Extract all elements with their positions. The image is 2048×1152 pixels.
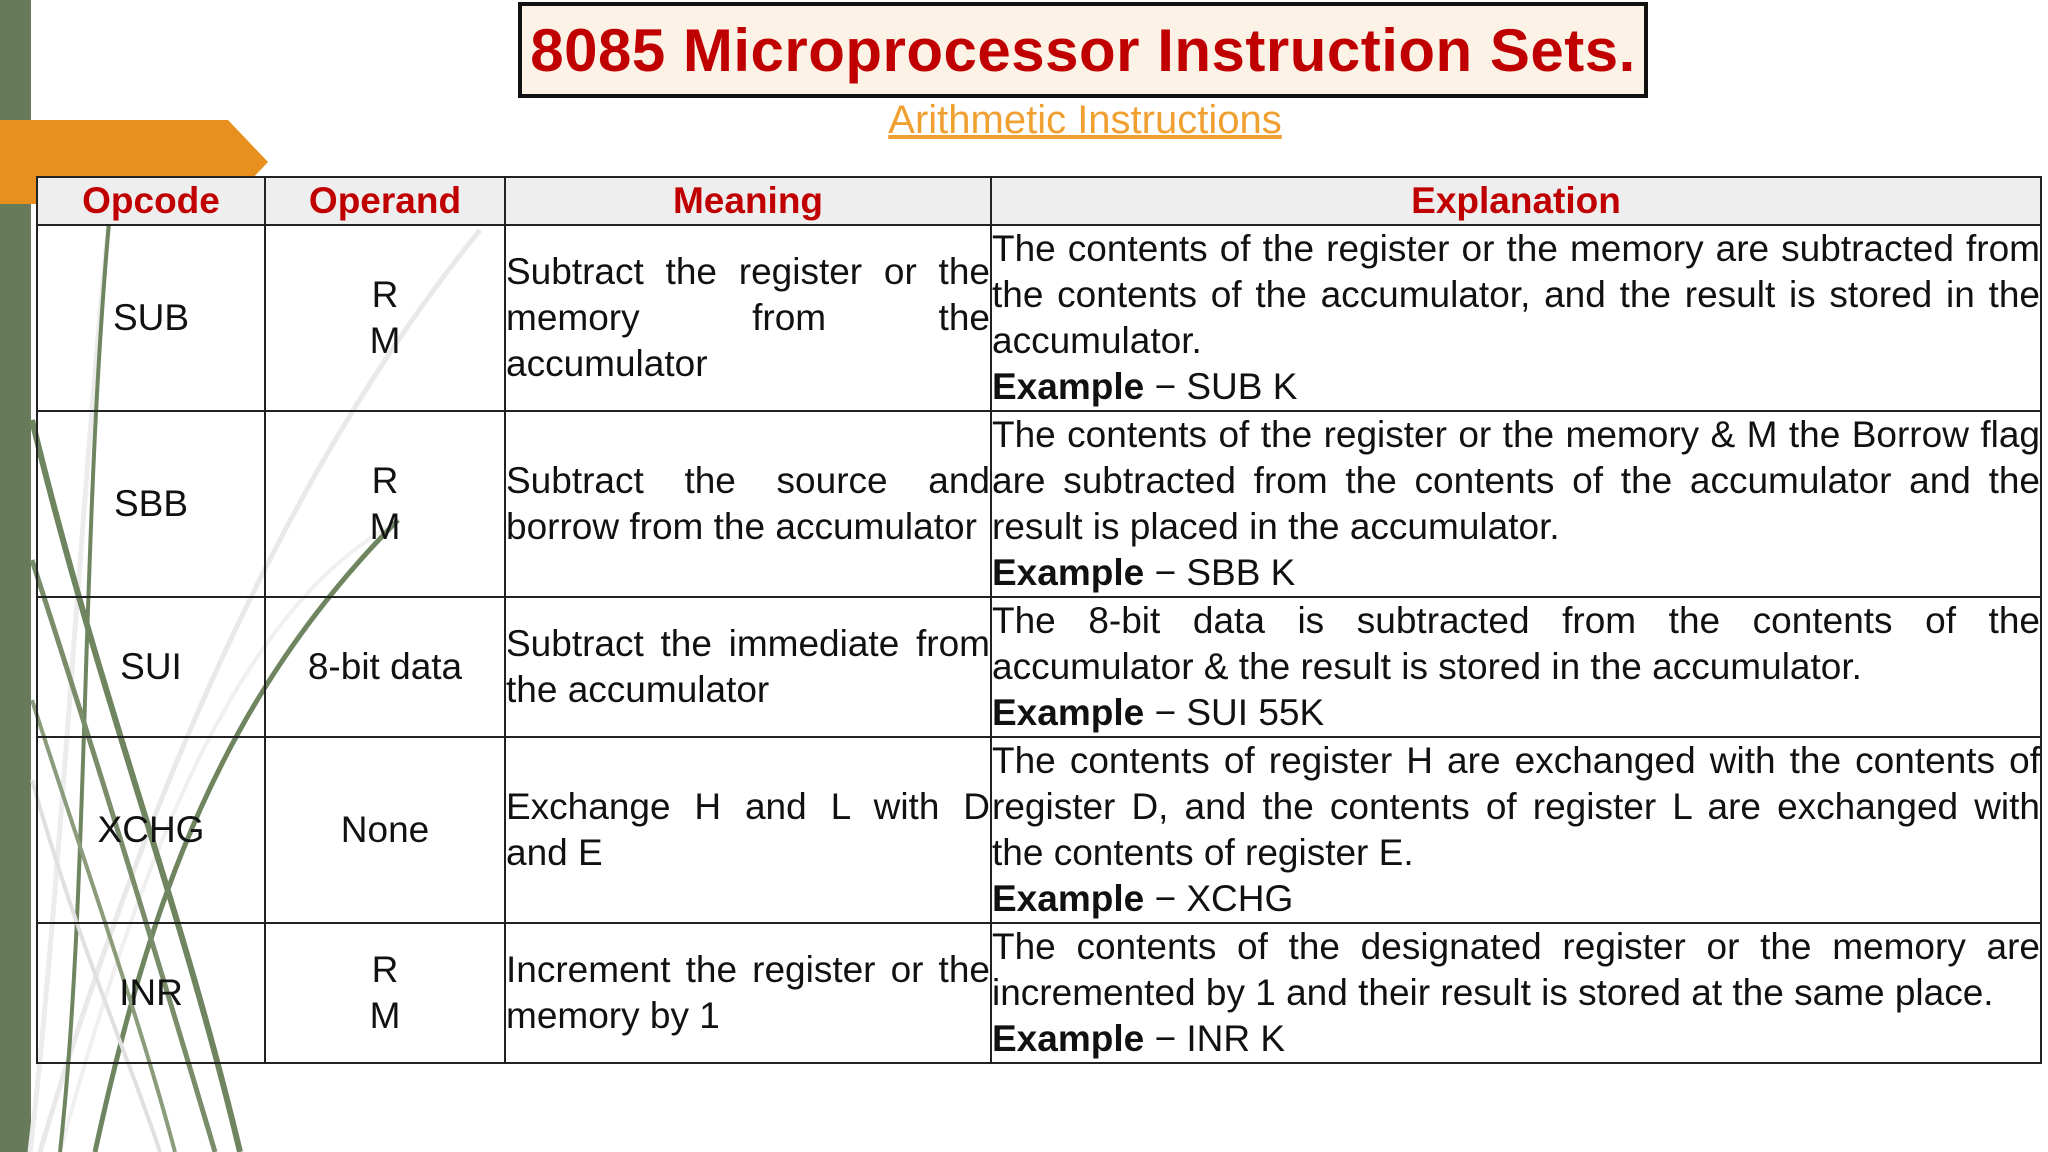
explanation-text: The contents of the designated register or the memory are incremented by 1 and their result is stored at the same place. [992, 926, 2040, 1013]
header-explanation: Explanation [991, 177, 2041, 225]
opcode-cell: XCHG [37, 737, 265, 923]
operand-value: R [371, 949, 399, 990]
example-line [992, 1016, 2040, 1062]
operand-cell [265, 225, 505, 411]
explanation-cell [991, 411, 2041, 597]
operand-cell [265, 923, 505, 1063]
explanation-text: The contents of register H are exchanged with the contents of register D, and the contents of register L are exchanged with the contents of register E. [992, 740, 2040, 873]
example-value: − SUI 55K [1144, 692, 1325, 733]
meaning-cell: Subtract the source and borrow from the accumulator [505, 411, 991, 597]
table-header-row [37, 177, 2041, 225]
example-value: − SBB K [1144, 552, 1296, 593]
example-label: Example [992, 366, 1145, 407]
title-box [518, 2, 1648, 98]
opcode-cell: SUB [37, 225, 265, 411]
table-row [37, 923, 2041, 1063]
operand-cell [265, 597, 505, 737]
header-operand: Operand [265, 177, 505, 225]
example-line [992, 876, 2040, 922]
example-line [992, 550, 2040, 596]
opcode-cell: SBB [37, 411, 265, 597]
example-label: Example [992, 692, 1145, 733]
example-label: Example [992, 552, 1145, 593]
example-line [992, 690, 2040, 736]
operand-value: M [369, 320, 401, 361]
explanation-cell [991, 737, 2041, 923]
header-meaning: Meaning [505, 177, 991, 225]
explanation-cell [991, 225, 2041, 411]
operand-cell [265, 411, 505, 597]
table-row [37, 737, 2041, 923]
operand-value: R [371, 274, 399, 315]
table-row [37, 225, 2041, 411]
operand-value: R [371, 460, 399, 501]
operand-value: M [369, 506, 401, 547]
opcode-cell: SUI [37, 597, 265, 737]
example-value: − INR K [1144, 1018, 1286, 1059]
explanation-cell [991, 923, 2041, 1063]
example-label: Example [992, 1018, 1145, 1059]
meaning-cell: Subtract the immediate from the accumulator [505, 597, 991, 737]
header-opcode: Opcode [37, 177, 265, 225]
explanation-text: The contents of the register or the memory are subtracted from the contents of the accumulator, and the result is stored in the accumulator. [992, 228, 2040, 361]
example-value: − SUB K [1144, 366, 1298, 407]
operand-value: None [340, 809, 430, 850]
operand-value: 8-bit data [307, 646, 463, 687]
operand-value: M [369, 995, 401, 1036]
instruction-table [36, 176, 2042, 1064]
example-value: − XCHG [1144, 878, 1294, 919]
explanation-cell [991, 597, 2041, 737]
page-title: 8085 Microprocessor Instruction Sets. [530, 16, 1636, 84]
example-line [992, 364, 2040, 410]
opcode-cell: INR [37, 923, 265, 1063]
meaning-cell: Subtract the register or the memory from the accumulator [505, 225, 991, 411]
section-subtitle: Arithmetic Instructions [888, 98, 1282, 142]
example-label: Example [992, 878, 1145, 919]
table-row [37, 411, 2041, 597]
operand-cell [265, 737, 505, 923]
meaning-cell: Exchange H and L with D and E [505, 737, 991, 923]
explanation-text: The contents of the register or the memory & M the Borrow flag are subtracted from the contents of the accumulator and the result is placed in the accumulator. [992, 414, 2040, 547]
explanation-text: The 8-bit data is subtracted from the contents of the accumulator & the result is stored in the accumulator. [992, 600, 2040, 687]
table-row [37, 597, 2041, 737]
meaning-cell: Increment the register or the memory by 1 [505, 923, 991, 1063]
